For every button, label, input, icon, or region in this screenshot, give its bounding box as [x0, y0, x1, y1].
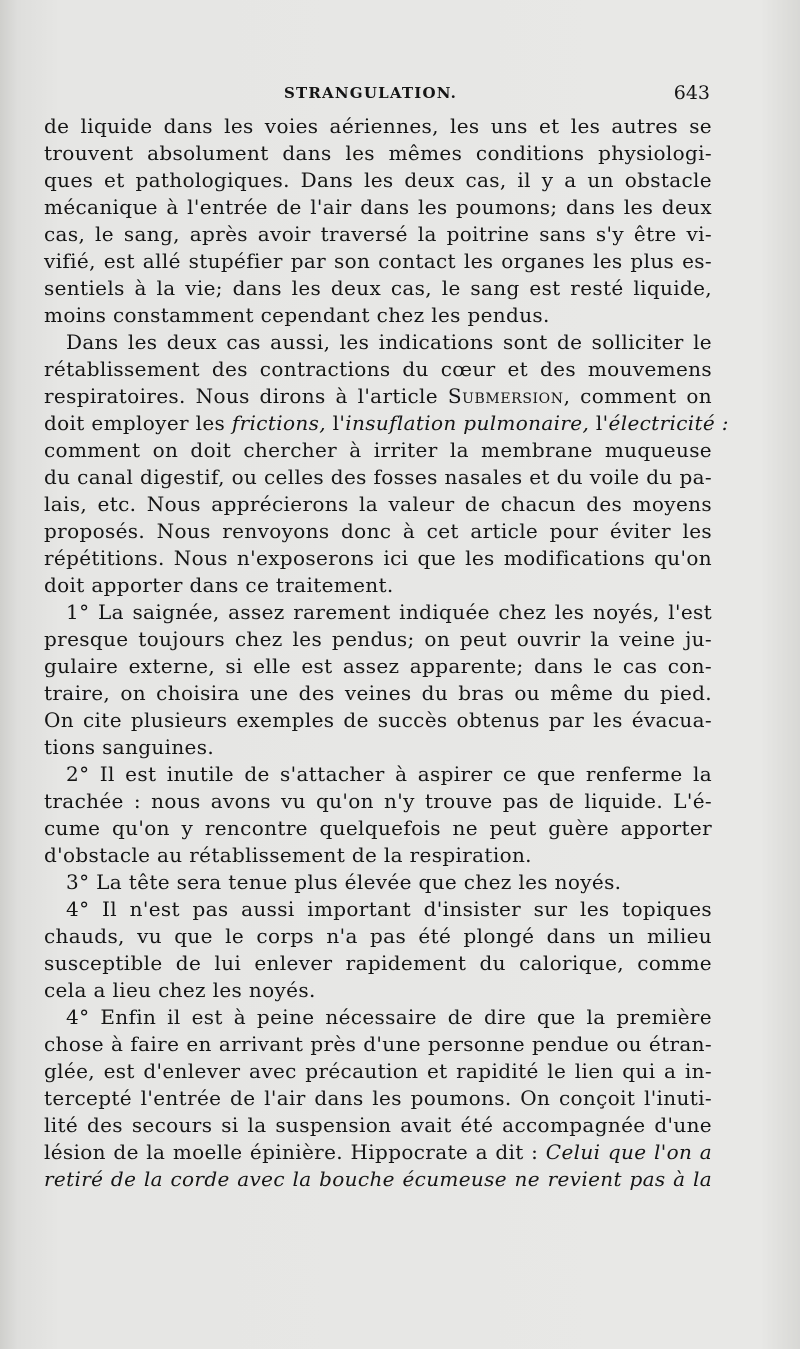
text-line: susceptible de lui enlever rapidement du calorique, comme — [44, 951, 712, 975]
text-line: lité des secours si la suspension avait été accompagnée d'une — [44, 1113, 712, 1137]
text-line: tercepté l'entrée de l'air dans les poumons. On conçoit l'inuti- — [44, 1086, 712, 1110]
text-line: gulaire externe, si elle est assez apparente; dans le cas con- — [44, 654, 712, 678]
text-segment: respiratoires. Nous dirons à l'article — [44, 384, 448, 408]
text-line: chose à faire en arrivant près d'une personne pendue ou étran- — [44, 1032, 712, 1056]
text-line: répétitions. Nous n'exposerons ici que les modifications qu'on — [44, 546, 712, 570]
text-line: du canal digestif, ou celles des fosses nasales et du voile du pa- — [44, 465, 712, 489]
paragraph-start-line: 1° La saignée, assez rarement indiquée chez les noyés, l'est — [66, 600, 712, 624]
text-line: moins constamment cependant chez les pendus. — [44, 303, 550, 327]
italic-line — [44, 1166, 712, 1193]
text-line: cela a lieu chez les noyés. — [44, 978, 316, 1002]
text-line: presque toujours chez les pendus; on peut ouvrir la veine ju- — [44, 627, 712, 651]
body-text — [44, 113, 729, 1193]
text-line: doit apporter dans ce traitement. — [44, 573, 394, 597]
text-line: lais, etc. Nous apprécierons la valeur de chacun des moyens — [44, 492, 712, 516]
text-line: traire, on choisira une des veines du bras ou même du pied. — [44, 681, 712, 705]
text-line: d'obstacle au rétablissement de la respiration. — [44, 843, 532, 867]
italic-term: frictions, — [231, 411, 326, 435]
text-segment: l' — [589, 411, 609, 435]
paragraph-start-line: Dans les deux cas aussi, les indications sont de solliciter le — [66, 330, 712, 354]
text-segment: l' — [325, 411, 346, 435]
text-line: tions sanguines. — [44, 735, 215, 759]
italic-quotation: retiré de la corde avec la bouche écumeuse ne revient pas à la — [44, 1167, 712, 1191]
text-line-with-small-caps — [44, 383, 712, 410]
paragraph-start-line: 4° Il n'est pas aussi important d'insister sur les topiques — [66, 897, 712, 921]
text-segment: doit employer les — [44, 411, 232, 435]
paragraph-start-line: 3° La tête sera tenue plus élevée que chez les noyés. — [66, 870, 622, 894]
text-line: comment on doit chercher à irriter la membrane muqueuse — [44, 438, 712, 462]
paragraph-start-line: 2° Il est inutile de s'attacher à aspirer ce que renferme la — [66, 762, 712, 786]
text-line: trachée : nous avons vu qu'on n'y trouve pas de liquide. L'é- — [44, 789, 712, 813]
text-line: cas, le sang, après avoir traversé la poitrine sans s'y être vi- — [44, 222, 712, 246]
text-line: On cite plusieurs exemples de succès obtenus par les évacua- — [44, 708, 712, 732]
italic-term: électricité : — [608, 411, 729, 435]
small-caps-reference: Submersion — [447, 384, 564, 408]
paragraph-start-line: 4° Enfin il est à peine nécessaire de dire que la première — [66, 1005, 712, 1029]
running-head: STRANGULATION. — [284, 84, 458, 102]
text-line: rétablissement des contractions du cœur et des mouvemens — [44, 357, 712, 381]
text-line: mécanique à l'entrée de l'air dans les poumons; dans les deux — [44, 195, 712, 219]
text-line-with-italics — [44, 410, 729, 437]
text-line-with-italics — [44, 1139, 712, 1166]
text-line: proposés. Nous renvoyons donc à cet article pour éviter les — [44, 519, 712, 543]
italic-term: insuflation pulmonaire, — [345, 411, 590, 435]
text-line: de liquide dans les voies aériennes, les uns et les autres se — [44, 114, 712, 138]
page-header — [44, 82, 712, 110]
italic-quotation: Celui que l'on a — [545, 1140, 712, 1164]
text-line: glée, est d'enlever avec précaution et rapidité le lien qui a in- — [44, 1059, 712, 1083]
text-line: trouvent absolument dans les mêmes conditions physiologi- — [44, 141, 712, 165]
text-segment: , comment on — [563, 384, 713, 408]
text-line: cume qu'on y rencontre quelquefois ne peut guère apporter — [44, 816, 712, 840]
page-number: 643 — [673, 82, 710, 104]
text-line: vifié, est allé stupéfier par son contact les organes les plus es- — [44, 249, 712, 273]
text-segment: lésion de la moelle épinière. Hippocrate a dit : — [44, 1140, 546, 1164]
text-line: sentiels à la vie; dans les deux cas, le sang est resté liquide, — [44, 276, 712, 300]
text-line: ques et pathologiques. Dans les deux cas, il y a un obstacle — [44, 168, 712, 192]
text-line: chauds, vu que le corps n'a pas été plongé dans un milieu — [44, 924, 712, 948]
